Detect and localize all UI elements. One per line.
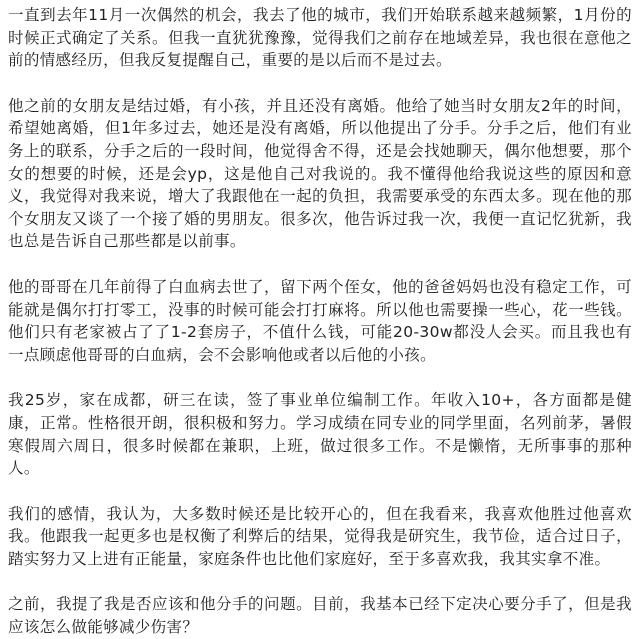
paragraph-6: 之前，我提了我是否应该和他分手的问题。目前，我基本已经下定决心要分手了，但是我应该怎么做能够减少伤害？ xyxy=(8,595,632,637)
paragraph-gap xyxy=(8,570,632,593)
paragraph-1: 一直到去年11月一次偶然的机会，我去了他的城市，我们开始联系越来越频繁，1月份的时候正式确定了关系。但我一直犹犹豫豫，觉得我们之前存在地域差异，我也很在意他之前的情感经历，但我反复提醒自己，重要的是以后而不是过去。 xyxy=(8,6,632,70)
paragraph-3: 他的哥哥在几年前得了白血病去世了，留下两个侄女，他的爸爸妈妈也没有稳定工作，可能就是偶尔打打零工，没事的时候可能会打打麻将。所以他也需要操一些心，花一些钱。他们只有老家被占了了1-2套房子，不值什么钱，可能20-30w都没人会买。而且我也有一点顾虑他哥哥的白血病，会不会影响他或者以后他的小孩。 xyxy=(8,277,632,364)
paragraph-5: 我们的感情，我认为，大多数时候还是比较开心的，但在我看来，我喜欢他胜过他喜欢我。他跟我一起更多也是权衡了利弊后的结果，觉得我是研究生，我节俭，适合过日子，踏实努力又上进有正能量，家庭条件也比他们家庭好，至于多喜欢我，我其实拿不准。 xyxy=(8,504,632,568)
paragraph-gap xyxy=(8,253,632,276)
paragraph-2: 他之前的女朋友是结过婚，有小孩，并且还没有离婚。他给了她当时女朋友2年的时间，希望她离婚，但1年多过去，她还是没有离婚，所以他提出了分手。分手之后，他们有业务上的联系，分手之后的一段时间，他觉得舍不得，还是会找她聊天，偶尔他想要，那个女的想要的时候，还是会yp，这是他自己对我说的。我不懂得他给我说这些的原因和意义，我觉得对我来说，增大了我跟他在一起的负担，我需要承受的东西太多。现在他的那个女朋友又谈了一个接了婚的男朋友。很多次，他告诉过我一次，我便一直记忆犹新，我也总是告诉自己那些都是以前事。 xyxy=(8,96,632,251)
paragraph-gap xyxy=(8,480,632,503)
paragraph-4: 我25岁，家在成都，研三在读，签了事业单位编制工作。年收入10+，各方面都是健康，正常。性格很开朗，很积极和努力。学习成绩在同专业的同学里面，名列前茅，暑假寒假周六周日，很多时候都在兼职，上班，做过很多工作。不是懒惰，无所事事的那种人。 xyxy=(8,391,632,478)
paragraph-gap xyxy=(8,366,632,389)
paragraph-gap xyxy=(8,72,632,95)
